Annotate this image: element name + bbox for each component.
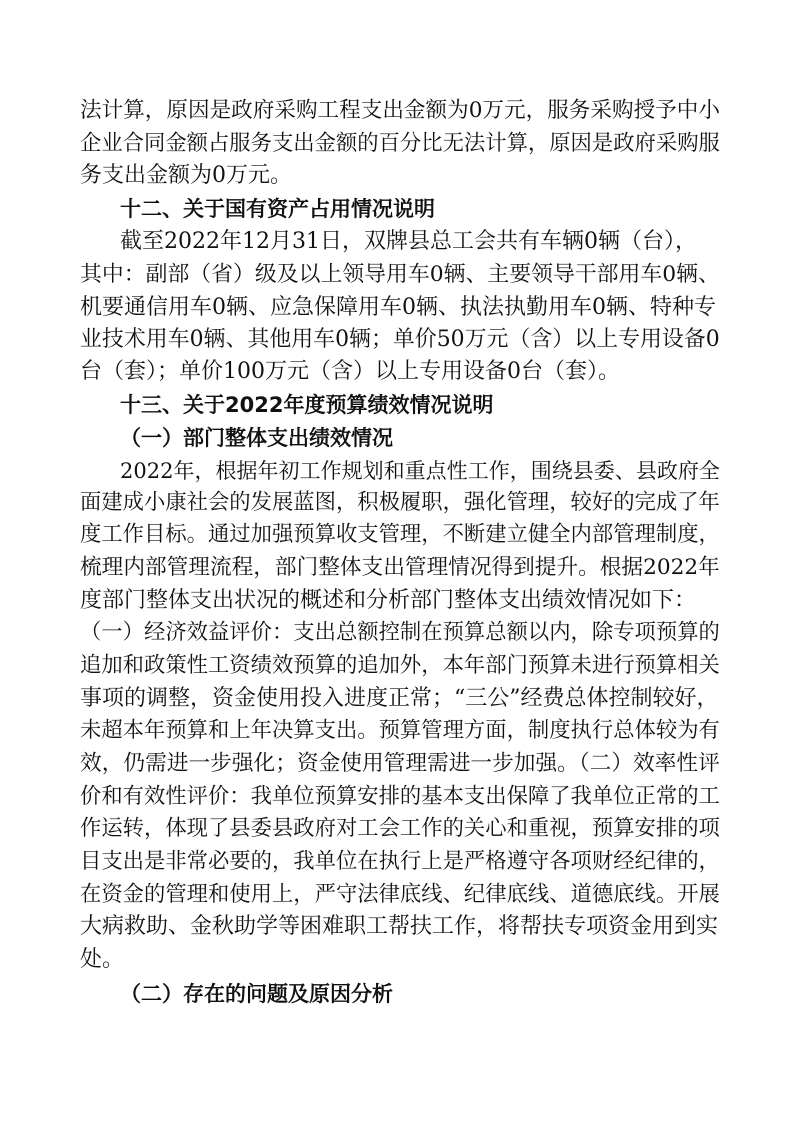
paragraph-line: 面建成小康社会的发展蓝图，积极履职，强化管理，较好的完成了年 [80, 490, 720, 515]
section-heading-13: 十三、关于2022年度预算绩效情况说明 [120, 393, 494, 417]
subsection-heading-2: （二）存在的问题及原因分析 [120, 982, 393, 1006]
paragraph-line: 务支出金额为0万元。 [80, 163, 292, 188]
paragraph-line: 法计算，原因是政府采购工程支出金额为0万元，服务采购授予中小 [80, 98, 720, 123]
paragraph-line: （一）经济效益评价：支出总额控制在预算总额以内，除专项预算的 [80, 620, 720, 645]
paragraph-line: 大病救助、金秋助学等困难职工帮扶工作，将帮扶专项资金用到实 [80, 914, 719, 939]
paragraph-line: 未超本年预算和上年决算支出。预算管理方面，制度执行总体较为有 [80, 718, 720, 743]
paragraph-line: 业技术用车0辆、其他用车0辆；单价50万元（含）以上专用设备0 [80, 327, 720, 352]
paragraph-line: 作运转，体现了县委县政府对工会工作的关心和重视，预算安排的项 [80, 816, 720, 841]
paragraph-line: 在资金的管理和使用上，严守法律底线、纪律底线、道德底线。开展 [80, 882, 720, 907]
paragraph-line: 价和有效性评价：我单位预算安排的基本支出保障了我单位正常的工 [80, 784, 720, 809]
paragraph-line: 处。 [80, 947, 125, 972]
paragraph-line: 效，仍需进一步强化；资金使用管理需进一步加强。（二）效率性评 [80, 751, 720, 776]
paragraph-line: 追加和政策性工资绩效预算的追加外，本年部门预算未进行预算相关 [80, 653, 720, 678]
section-heading-12: 十二、关于国有资产占用情况说明 [120, 197, 435, 221]
paragraph-line: 事项的调整，资金使用投入进度正常；“三公”经费总体控制较好， [80, 686, 719, 711]
paragraph-line: 度工作目标。通过加强预算收支管理，不断建立健全内部管理制度， [80, 522, 720, 547]
paragraph-line: 台（套）；单价100万元（含）以上专用设备0台（套）。 [80, 359, 620, 384]
paragraph-line: 目支出是非常必要的，我单位在执行上是严格遵守各项财经纪律的， [80, 849, 720, 874]
paragraph-line: 截至2022年12月31日，双牌县总工会共有车辆0辆（台）， [120, 229, 697, 254]
subsection-heading-1: （一）部门整体支出绩效情况 [120, 426, 393, 450]
paragraph-line: 度部门整体支出状况的概述和分析部门整体支出绩效情况如下： [80, 588, 697, 613]
paragraph-line: 2022年，根据年初工作规划和重点性工作，围绕县委、县政府全 [120, 458, 720, 483]
paragraph-line: 梳理内部管理流程，部门整体支出管理情况得到提升。根据2022年 [80, 555, 720, 580]
paragraph-line: 企业合同金额占服务支出金额的百分比无法计算，原因是政府采购服 [80, 131, 720, 156]
paragraph-line: 机要通信用车0辆、应急保障用车0辆、执法执勤用车0辆、特种专 [80, 295, 716, 320]
paragraph-line: 其中：副部（省）级及以上领导用车0辆、主要领导干部用车0辆、 [80, 262, 720, 287]
